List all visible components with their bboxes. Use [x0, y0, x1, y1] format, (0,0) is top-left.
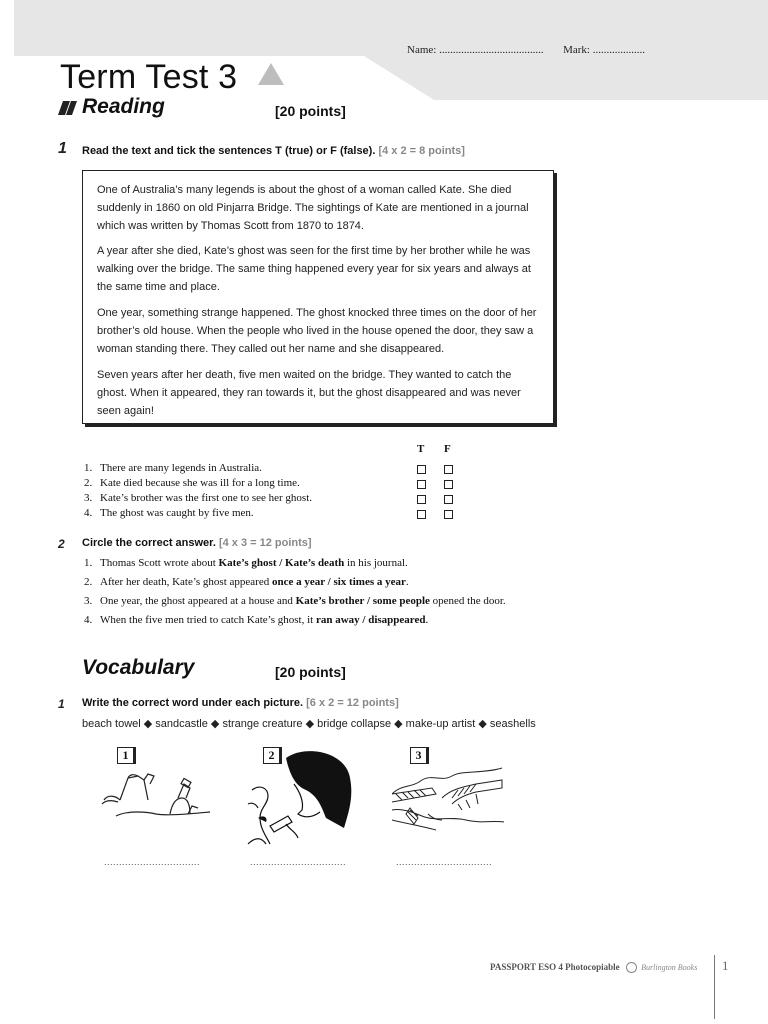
item-text: When the five men tried to catch Kate’s ghost, it: [100, 614, 316, 626]
true-checkbox[interactable]: [417, 495, 426, 504]
instruction-text: Write the correct word under each picture.: [82, 697, 304, 709]
page-number: 1: [722, 958, 729, 973]
picture-number: 3: [410, 747, 427, 764]
question-instruction: [82, 537, 312, 549]
picture-number: 2: [263, 747, 280, 764]
name-mark-line: [407, 44, 645, 56]
mark-field[interactable]: Mark: ...................: [563, 44, 645, 56]
instruction-points: [4 x 2 = 8 points]: [378, 145, 465, 157]
item-text: Kate’s brother was the first one to see her ghost.: [100, 492, 312, 504]
true-checkbox[interactable]: [417, 465, 426, 474]
true-checkbox[interactable]: [417, 480, 426, 489]
paragraph: A year after she died, Kate’s ghost was seen for the first time by her brother while he was walking over the bridge. The same thing happened every year for six years and always at the same time and place.: [97, 245, 531, 293]
true-checkbox[interactable]: [417, 510, 426, 519]
answer-options[interactable]: Kate’s ghost / Kate’s death: [218, 557, 345, 569]
answer-options[interactable]: ran away / disappeared: [315, 614, 426, 626]
section-marker-icon: [58, 100, 78, 116]
item-number: 4.: [84, 507, 93, 519]
item-number: 3.: [84, 595, 93, 607]
publisher-name: Burlington Books: [641, 963, 698, 972]
item-text: The ghost was caught by five men.: [100, 507, 254, 519]
false-checkbox[interactable]: [444, 510, 453, 519]
instruction-text: Read the text and tick the sentences T (true) or F (false).: [82, 145, 376, 157]
item-text: There are many legends in Australia.: [100, 462, 262, 474]
name-field[interactable]: Name: ......................................: [407, 44, 544, 56]
page-title: Term Test 3: [60, 58, 238, 96]
instruction-points: [4 x 3 = 12 points]: [218, 537, 312, 549]
false-checkbox[interactable]: [444, 465, 453, 474]
item-number: 4.: [84, 614, 93, 626]
question-instruction: [82, 697, 399, 709]
triangle-icon: [257, 62, 285, 86]
column-true: T: [417, 443, 425, 455]
answer-options[interactable]: Kate’s brother / some people: [295, 595, 430, 607]
make-up-artist-illustration: [246, 748, 358, 848]
false-checkbox[interactable]: [444, 480, 453, 489]
reading-heading: Reading: [82, 95, 165, 118]
item-text: One year, the ghost appeared at a house and: [100, 595, 296, 607]
item-number: 2.: [84, 576, 93, 588]
sandcastle-illustration: [98, 770, 213, 830]
item-number: 3.: [84, 492, 93, 504]
bridge-collapse-illustration: [392, 764, 504, 840]
item-number: 2.: [84, 477, 93, 489]
picture-number: 1: [117, 747, 134, 764]
item-text: After her death, Kate’s ghost appeared: [100, 576, 272, 588]
paragraph: One year, something strange happened. The ghost knocked three times on the door of her brother’s old house. When the people who lived in the house opened the door, they saw a woman standing there. They called out her name and she disappeared.: [97, 307, 537, 355]
item-number: 1.: [84, 462, 93, 474]
paragraph: One of Australia’s many legends is about the ghost of a woman called Kate. She died suddenly in 1860 on old Pinjarra Bridge. The sightings of Kate are mentioned in a journal which was written by Thomas Scott from 1870 to 1874.: [97, 184, 529, 232]
question-number: 2: [58, 537, 65, 551]
footer-divider: [714, 955, 715, 1019]
book-title: PASSPORT ESO 4 Photocopiable: [490, 962, 620, 972]
item-text: Thomas Scott wrote about: [100, 557, 219, 569]
item-text: .: [425, 614, 429, 626]
reading-text-box: [82, 170, 554, 424]
reading-points: [20 points]: [275, 103, 346, 119]
instruction-text: Circle the correct answer.: [82, 537, 216, 549]
item-text: Kate died because she was ill for a long time.: [100, 477, 300, 489]
footer: [490, 962, 697, 973]
tf-item: [84, 477, 464, 492]
tf-item: [84, 492, 464, 507]
question-instruction: [82, 145, 465, 157]
answer-line[interactable]: ................................: [250, 857, 347, 867]
vocabulary-heading: Vocabulary: [82, 656, 195, 679]
publisher-logo-icon: [626, 962, 637, 973]
word-bank: beach towel ◆ sandcastle ◆ strange creature ◆ bridge collapse ◆ make-up artist ◆ seashells: [82, 718, 536, 730]
answer-options[interactable]: once a year / six times a year: [271, 576, 406, 588]
tf-item: [84, 462, 464, 477]
item-text: .: [405, 576, 409, 588]
false-checkbox[interactable]: [444, 495, 453, 504]
item-text: in his journal.: [344, 557, 408, 569]
item-text: opened the door.: [429, 595, 506, 607]
answer-line[interactable]: ................................: [104, 857, 201, 867]
vocabulary-points: [20 points]: [275, 664, 346, 680]
column-false: F: [444, 443, 451, 455]
instruction-points: [6 x 2 = 12 points]: [306, 697, 399, 709]
item-number: 1.: [84, 557, 93, 569]
question-number: 1: [58, 697, 65, 711]
paragraph: Seven years after her death, five men waited on the bridge. They wanted to catch the ghost. When it appeared, they ran towards it, but the ghost disappeared and was never seen again!: [97, 369, 521, 417]
question-number: 1: [58, 140, 67, 157]
answer-line[interactable]: ................................: [396, 857, 493, 867]
tf-item: [84, 507, 464, 522]
